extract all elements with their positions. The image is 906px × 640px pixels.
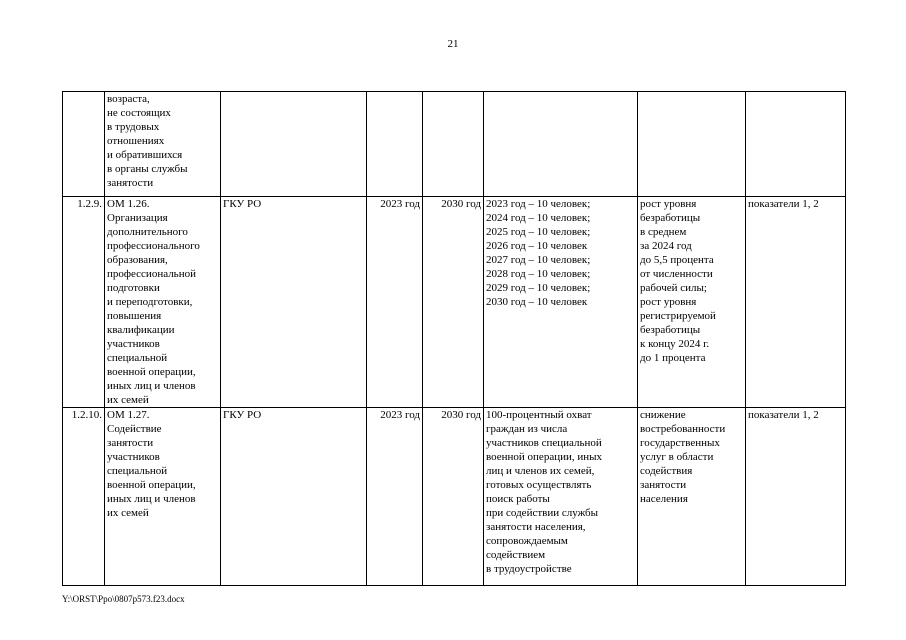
- cell-line: в трудовых: [107, 121, 160, 133]
- cell-line: от численности: [640, 268, 713, 280]
- cell-line: 2029 год – 10 человек;: [486, 282, 591, 294]
- plan-cell: [484, 197, 638, 408]
- cell-line: занятости: [107, 437, 154, 449]
- cell-line: их семей: [107, 507, 149, 519]
- cell-line: до 1 процента: [640, 352, 706, 364]
- end-year-cell: 2030 год: [423, 408, 484, 586]
- cell-line: в органы службы: [107, 163, 188, 175]
- cell-line: профессиональной: [107, 268, 196, 280]
- cell-line: 2027 год – 10 человек;: [486, 254, 591, 266]
- executor-cell: ГКУ РО: [221, 408, 367, 586]
- cell-line: населения: [640, 493, 688, 505]
- cell-line: безработицы: [640, 324, 701, 336]
- indicators-cell: показатели 1, 2: [746, 197, 846, 408]
- cell-line: не состоящих: [107, 107, 171, 119]
- cell-line: профессионального: [107, 240, 200, 252]
- measure-name-cell: [105, 92, 221, 197]
- cell-line: квалификации: [107, 324, 175, 336]
- table-row: [63, 92, 846, 197]
- cell-line: участников: [107, 338, 160, 350]
- cell-line: возраста,: [107, 93, 150, 105]
- cell-line: безработицы: [640, 212, 701, 224]
- cell-line: их семей: [107, 394, 149, 406]
- start-year-cell: 2023 год: [367, 408, 423, 586]
- cell-line: занятости: [107, 177, 154, 189]
- cell-line: граждан из числа: [486, 423, 568, 435]
- indicators-cell: показатели 1, 2: [746, 408, 846, 586]
- cell-line: 2023 год – 10 человек;: [486, 198, 591, 210]
- cell-line: при содействии службы: [486, 507, 599, 519]
- cell-line: военной операции, иных: [486, 451, 603, 463]
- measures-table: [62, 91, 846, 586]
- cell-line: 2030 год – 10 человек: [486, 296, 588, 308]
- cell-line: государственных: [640, 437, 720, 449]
- cell-line: 2025 год – 10 человек;: [486, 226, 591, 238]
- cell-line: Организация: [107, 212, 168, 224]
- cell-line: готовых осуществлять: [486, 479, 592, 491]
- cell-line: и переподготовки,: [107, 296, 193, 308]
- cell-line: лиц и членов их семей,: [486, 465, 595, 477]
- row-number-cell: 1.2.9.: [63, 197, 105, 408]
- cell-line: занятости населения,: [486, 521, 586, 533]
- cell-line: подготовки: [107, 282, 160, 294]
- page-number: 21: [447, 38, 459, 50]
- cell-line: сопровождаемым: [486, 535, 568, 547]
- row-number-cell: 1.2.10.: [63, 408, 105, 586]
- cell-line: услуг в области: [640, 451, 714, 463]
- cell-line: в трудоустройстве: [486, 563, 572, 575]
- measure-name-cell: [105, 408, 221, 586]
- cell-line: рабочей силы;: [640, 282, 707, 294]
- cell-line: иных лиц и членов: [107, 380, 196, 392]
- cell-line: военной операции,: [107, 479, 196, 491]
- start-year-cell: 2023 год: [367, 197, 423, 408]
- cell-line: регистрируемой: [640, 310, 716, 322]
- cell-line: повышения: [107, 310, 162, 322]
- table-row: [63, 197, 846, 408]
- cell-line: специальной: [107, 465, 168, 477]
- cell-line: рост уровня: [640, 198, 697, 210]
- cell-line: дополнительного: [107, 226, 188, 238]
- measure-name-cell: [105, 197, 221, 408]
- cell-line: образования,: [107, 254, 168, 266]
- cell-line: и обратившихся: [107, 149, 183, 161]
- cell-line: 100-процентный охват: [486, 409, 592, 421]
- plan-cell: [484, 92, 638, 197]
- row-number-cell: [63, 92, 105, 197]
- executor-cell: ГКУ РО: [221, 197, 367, 408]
- table-row: [63, 408, 846, 586]
- expected-result-cell: [638, 92, 746, 197]
- cell-line: поиск работы: [486, 493, 550, 505]
- cell-line: ОМ 1.26.: [107, 198, 150, 210]
- cell-line: участников: [107, 451, 160, 463]
- cell-line: содействием: [486, 549, 546, 561]
- indicators-cell: [746, 92, 846, 197]
- cell-line: участников специальной: [486, 437, 602, 449]
- cell-line: востребованности: [640, 423, 726, 435]
- cell-line: 2028 год – 10 человек;: [486, 268, 591, 280]
- cell-line: содействия: [640, 465, 693, 477]
- expected-result-cell: [638, 408, 746, 586]
- cell-line: до 5,5 процента: [640, 254, 714, 266]
- cell-line: военной операции,: [107, 366, 196, 378]
- cell-line: отношениях: [107, 135, 165, 147]
- cell-line: иных лиц и членов: [107, 493, 196, 505]
- cell-line: занятости: [640, 479, 687, 491]
- executor-cell: [221, 92, 367, 197]
- cell-line: рост уровня: [640, 296, 697, 308]
- cell-line: снижение: [640, 409, 686, 421]
- cell-line: 2026 год – 10 человек: [486, 240, 588, 252]
- end-year-cell: 2030 год: [423, 197, 484, 408]
- cell-line: за 2024 год: [640, 240, 692, 252]
- cell-line: ОМ 1.27.: [107, 409, 150, 421]
- end-year-cell: [423, 92, 484, 197]
- plan-cell: [484, 408, 638, 586]
- expected-result-cell: [638, 197, 746, 408]
- cell-line: в среднем: [640, 226, 687, 238]
- cell-line: специальной: [107, 352, 168, 364]
- file-path-footer: Y:\ORST\Ppo\0807p573.f23.docx: [62, 594, 185, 604]
- cell-line: 2024 год – 10 человек;: [486, 212, 591, 224]
- cell-line: Содействие: [107, 423, 162, 435]
- start-year-cell: [367, 92, 423, 197]
- cell-line: к концу 2024 г.: [640, 338, 710, 350]
